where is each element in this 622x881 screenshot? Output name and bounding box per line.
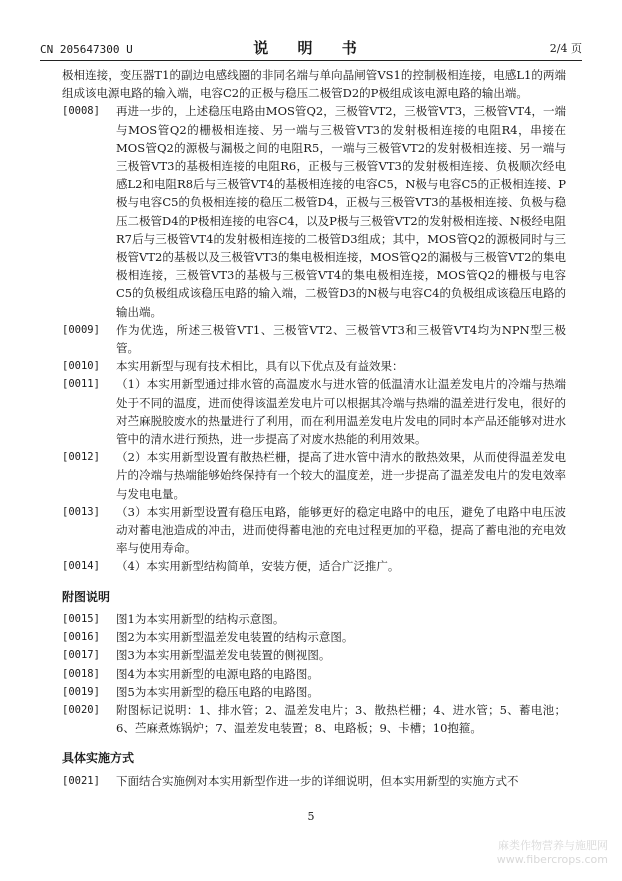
document-title: 说 明 书 (253, 39, 369, 57)
document-body (62, 66, 566, 790)
paragraph-text: （2）本实用新型设置有散热栏栅，提高了进水管中清水的散热效果，从而使得温差发电片的冷端与热端能够始终保持有一个较大的温度差，进一步提高了温差发电片的发电效率与发电电量。 (116, 450, 566, 501)
paragraph-text: （4）本实用新型结构简单，安装方便，适合广泛推广。 (116, 559, 400, 574)
paragraph-number: [0010] (62, 360, 100, 373)
paragraph-0010 (62, 357, 566, 375)
paragraph-text: 附图标记说明：1、排水管；2、温差发电片；3、散热栏栅；4、进水管；5、蓄电池；6、苎麻煮炼锅炉；7、温差发电装置；8、电路板；9、卡槽；10抱箍。 (116, 702, 566, 736)
paragraph-number: [0019] (62, 685, 100, 698)
paragraph-number: [0020] (62, 703, 100, 716)
page-indicator: 2/4 页 (549, 42, 582, 55)
paragraph-text: 作为优选，所述三极管VT1、三极管VT2、三极管VT3和三极管VT4均为NPN型三极管。 (116, 322, 566, 356)
paragraph-number: [0018] (62, 667, 100, 680)
paragraph-text: 图1为本实用新型的结构示意图。 (116, 611, 285, 626)
watermark-url: www.fibercrops.com (496, 853, 608, 866)
paragraph-number: [0013] (62, 505, 100, 518)
patent-number: CN 205647300 U (40, 43, 133, 56)
paragraph-text: 图3为本实用新型温差发电装置的侧视图。 (116, 648, 331, 663)
paragraph-number: [0017] (62, 649, 100, 662)
paragraph-text: 本实用新型与现有技术相比，具有以下优点及有益效果： (116, 359, 404, 374)
paragraph-number: [0014] (62, 560, 100, 573)
paragraph-0013 (62, 503, 566, 558)
paragraph-text: （1）本实用新型通过排水管的高温废水与进水管的低温清水让温差发电片的冷端与热端处于不同的温度，进而使得该温差发电片可以根据其冷端与热端的温差进行发电，很好的对苎麻脱胶废水的热量进行了利用，而在利用温差发电片发电的同时本产品还能够对进水管中的清水进行预热，进一步提高了对废水热能的利用效果。 (116, 377, 566, 447)
paragraph-number: [0008] (62, 105, 100, 118)
intro-paragraph: 极相连接，变压器T1的副边电感线圈的非同名端与单向晶闸管VS1的控制极相连接，电感L1的两端组成该电源电路的输入端，电容C2的正极与稳压二极管D2的P极组成该电源电路的输出端。 (62, 68, 566, 101)
paragraph-text: （3）本实用新型设置有稳压电路，能够更好的稳定电路中的电压，避免了电路中电压波动对蓄电池造成的冲击，进而使得蓄电池的充电过程更加的平稳，提高了蓄电池的充电效率与使用寿命。 (116, 504, 566, 556)
paragraph-0016 (62, 628, 566, 646)
paragraph-number: [0021] (62, 774, 100, 787)
paragraph-text: 再进一步的，上述稳压电路由MOS管Q2，三极管VT2，三极管VT3，三极管VT4，一端与MOS管Q2的栅极相连接、另一端与三极管VT3的发射极相连接的电阻R4，串接在MOS管Q2的源极与漏极之间的电阻R5，一端与三极管VT2的发射极相连接、另一端与三极管VT3的基极相连接的电阻R6，正极与三极管VT3的发射极相连接、负极顺次经电感L2和电阻R8后与三极管VT4的基极相连接的电容C5，N极与电容C5的正极相连接、P极与电容C5的负极相连接的稳压二极管D4，正极与三极管VT3的基极相连接、负极与稳压二极管D4的P极相连接的电容C4，以及P极与三极管VT2的发射极相连接、N极经电阻R7后与三极管VT4的发射极相连接的二极管D3组成；其中，MOS管Q2的源极同时与三极管VT2的基极以及三极管VT3的集电极相连接，MOS管Q2的漏极与三极管VT2的集电极相连接，三极管VT3的基极与三极管VT4的集电极相连接，MOS管Q2的栅极与电容C5的负极组成该稳压电路的输入端，二极管D3的N极与电容C4的负极组成该稳压电路的输出端。 (116, 104, 566, 319)
paragraph-0021 (62, 772, 566, 790)
paragraph-0011 (62, 375, 566, 448)
section-heading-figures: 附图说明 (62, 589, 111, 604)
paragraph-0017 (62, 646, 566, 664)
paragraph-text: 下面结合实施例对本实用新型作进一步的详细说明，但本实用新型的实施方式不 (116, 773, 519, 788)
paragraph-0019 (62, 683, 566, 701)
paragraph-number: [0012] (62, 451, 100, 464)
watermark-title: 麻类作物营养与施肥网 (498, 839, 608, 852)
paragraph-0009 (62, 321, 566, 357)
paragraph-0014 (62, 557, 566, 575)
paragraph-number: [0016] (62, 631, 100, 644)
page-header (40, 36, 582, 61)
section-heading-embodiment: 具体实施方式 (62, 751, 135, 766)
paragraph-text: 图5为本实用新型的稳压电路的电路图。 (116, 684, 319, 699)
paragraph-0012 (62, 448, 566, 503)
paragraph-0015 (62, 610, 566, 628)
watermark (497, 839, 608, 867)
paragraph-text: 图4为本实用新型的电源电路的电路图。 (116, 666, 319, 681)
paragraph-number: [0009] (62, 323, 100, 336)
paragraph-number: [0011] (62, 378, 100, 391)
paragraph-0018 (62, 665, 566, 683)
paragraph-0008 (62, 102, 566, 320)
page-number: 5 (307, 810, 315, 823)
paragraph-text: 图2为本实用新型温差发电装置的结构示意图。 (116, 630, 354, 645)
paragraph-number: [0015] (62, 612, 100, 625)
paragraph-0020 (62, 701, 566, 737)
